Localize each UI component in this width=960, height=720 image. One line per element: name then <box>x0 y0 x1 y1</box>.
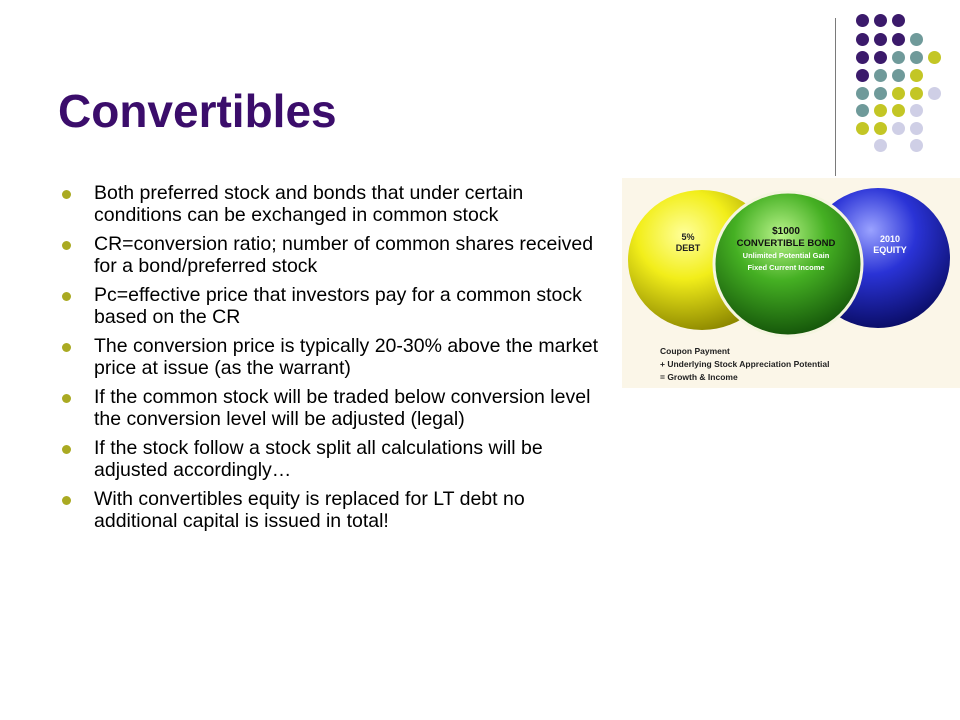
decor-dot <box>892 69 905 82</box>
bullet-dot-icon <box>62 292 71 301</box>
decor-dot <box>910 104 923 117</box>
bullet-text: With convertibles equity is replaced for LT debt no additional capital is issued in total! <box>94 488 525 532</box>
bullet-dot-icon <box>62 190 71 199</box>
bond-line-2: Fixed Current Income <box>747 263 825 272</box>
decor-dot <box>856 51 869 64</box>
decor-dot <box>892 51 905 64</box>
decor-dot <box>910 139 923 152</box>
bullet-text: CR=conversion ratio; number of common shares received for a bond/preferred stock <box>94 233 594 277</box>
decor-dot <box>892 122 905 135</box>
decor-dot <box>874 122 887 135</box>
bullet-item <box>60 335 600 379</box>
bullet-item <box>60 488 600 532</box>
bullet-text: The conversion price is typically 20-30% above the market price at issue (as the warrant) <box>94 335 598 379</box>
decor-dot <box>874 14 887 27</box>
decor-dot <box>856 14 869 27</box>
bullet-text: Both preferred stock and bonds that under certain conditions can be exchanged in common stock <box>94 182 524 226</box>
bullet-item <box>60 437 600 481</box>
bond-title: CONVERTIBLE BOND <box>736 238 836 249</box>
bullet-dot-icon <box>62 394 71 403</box>
slide-title: Convertibles <box>58 85 337 137</box>
decor-dot <box>910 51 923 64</box>
bullet-dot-icon <box>62 445 71 454</box>
bullet-dot-icon <box>62 241 71 250</box>
decor-dot <box>910 69 923 82</box>
decor-dot <box>892 33 905 46</box>
decor-dot <box>856 87 869 100</box>
bullet-item <box>60 386 600 430</box>
decor-dot <box>856 33 869 46</box>
bullet-item <box>60 233 600 277</box>
decor-dot <box>874 69 887 82</box>
vertical-divider <box>835 18 836 176</box>
decor-dot <box>856 104 869 117</box>
decor-dot <box>910 122 923 135</box>
decor-dot <box>910 87 923 100</box>
bullet-text: If the common stock will be traded below conversion level the conversion level will be adjusted (legal) <box>94 386 591 430</box>
caption-line-1: Coupon Payment <box>660 346 730 356</box>
bullet-dot-icon <box>62 343 71 352</box>
decor-dot <box>874 104 887 117</box>
bullet-dot-icon <box>62 496 71 505</box>
equity-label: EQUITY <box>873 245 907 255</box>
bond-line-1: Unlimited Potential Gain <box>742 251 830 260</box>
bullet-text: Pc=effective price that investors pay for a common stock based on the CR <box>94 284 582 328</box>
decor-dot <box>910 33 923 46</box>
debt-label: DEBT <box>675 243 701 253</box>
decor-dot <box>928 87 941 100</box>
equity-year: 2010 <box>879 234 901 244</box>
debt-label-percent: 5% <box>681 232 695 242</box>
bond-price: $1000 <box>772 226 800 237</box>
decor-dot <box>874 33 887 46</box>
decor-dot <box>892 104 905 117</box>
caption-line-2: + Underlying Stock Appreciation Potential <box>660 359 830 369</box>
decor-dot <box>874 139 887 152</box>
decor-dot <box>928 51 941 64</box>
bullet-item <box>60 284 600 328</box>
venn-diagram <box>622 178 960 388</box>
bullet-item <box>60 182 600 226</box>
decor-dot <box>856 122 869 135</box>
decor-dot <box>892 14 905 27</box>
decor-dot <box>874 87 887 100</box>
bullet-list <box>60 182 600 539</box>
decor-dot <box>856 69 869 82</box>
decor-dot <box>874 51 887 64</box>
convertible-bond-diagram <box>622 178 960 388</box>
caption-line-3: = Growth & Income <box>660 372 738 382</box>
decor-dot <box>892 87 905 100</box>
bullet-text: If the stock follow a stock split all calculations will be adjusted accordingly… <box>94 437 543 481</box>
